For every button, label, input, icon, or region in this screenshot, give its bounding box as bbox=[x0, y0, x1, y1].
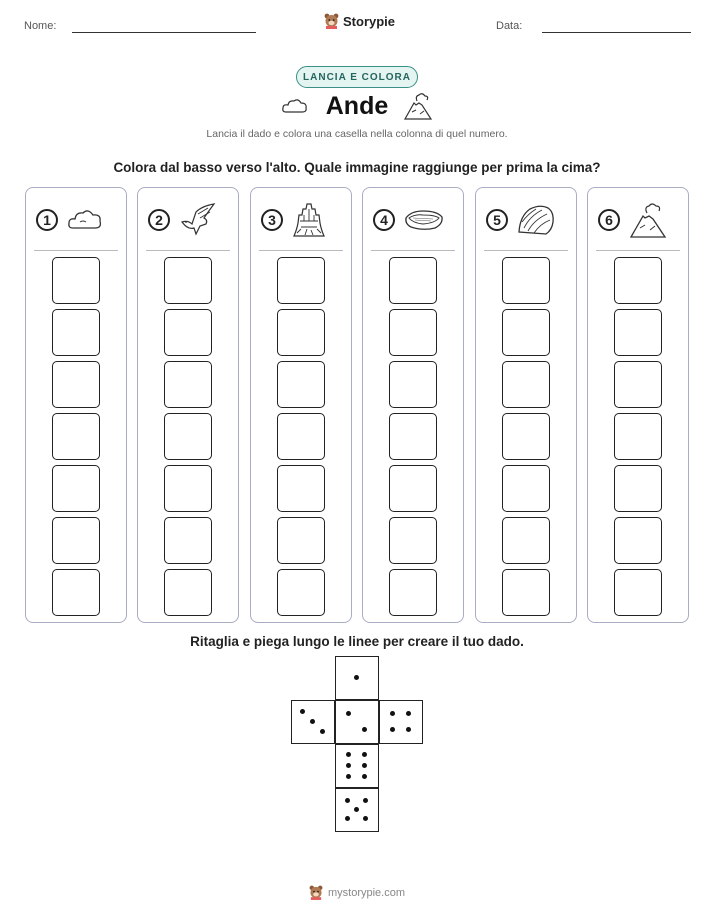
color-box[interactable] bbox=[52, 569, 100, 616]
column-number: 4 bbox=[373, 209, 395, 231]
column-4 bbox=[362, 187, 464, 623]
die-pip bbox=[320, 729, 325, 734]
stone-slab-icon bbox=[403, 206, 445, 234]
die-pip bbox=[345, 816, 350, 821]
column-6 bbox=[587, 187, 689, 623]
color-box[interactable] bbox=[164, 517, 212, 564]
die-pip bbox=[390, 727, 395, 732]
die-pip bbox=[363, 798, 368, 803]
color-box[interactable] bbox=[52, 517, 100, 564]
color-box[interactable] bbox=[389, 517, 437, 564]
volcano-icon bbox=[402, 90, 434, 122]
die-pip bbox=[346, 774, 351, 779]
die-face[interactable] bbox=[335, 656, 379, 700]
die-face[interactable] bbox=[291, 700, 335, 744]
footer bbox=[0, 885, 714, 900]
color-box[interactable] bbox=[389, 309, 437, 356]
die-pip bbox=[346, 711, 351, 716]
race-instruction: Colora dal basso verso l'alto. Quale immagine raggiunge per prima la cima? bbox=[113, 160, 601, 175]
column-2 bbox=[137, 187, 239, 623]
die-pip bbox=[310, 719, 315, 724]
die-pip bbox=[345, 798, 350, 803]
color-box[interactable] bbox=[277, 569, 325, 616]
color-box[interactable] bbox=[614, 257, 662, 304]
color-box[interactable] bbox=[502, 413, 550, 460]
column-number: 1 bbox=[36, 209, 58, 231]
die-pip bbox=[362, 774, 367, 779]
color-box[interactable] bbox=[502, 257, 550, 304]
color-box[interactable] bbox=[614, 361, 662, 408]
color-box[interactable] bbox=[52, 413, 100, 460]
ruins-icon bbox=[291, 201, 327, 239]
page-title: Ande bbox=[325, 92, 389, 120]
die-pip bbox=[362, 763, 367, 768]
subtitle: Lancia il dado e colora una casella nella colonna di quel numero. bbox=[206, 128, 508, 140]
die-pip bbox=[346, 763, 351, 768]
die-pip bbox=[354, 807, 359, 812]
bear-icon bbox=[324, 13, 339, 29]
die-pip bbox=[300, 709, 305, 714]
color-box[interactable] bbox=[277, 361, 325, 408]
color-box[interactable] bbox=[614, 569, 662, 616]
die-pip bbox=[390, 711, 395, 716]
die-pip bbox=[362, 727, 367, 732]
die-pip bbox=[354, 675, 359, 680]
brand-name: Storypie bbox=[343, 13, 396, 29]
die-face[interactable] bbox=[335, 700, 379, 744]
color-box[interactable] bbox=[277, 517, 325, 564]
column-5 bbox=[475, 187, 577, 623]
color-box[interactable] bbox=[52, 465, 100, 512]
condor-icon bbox=[178, 202, 218, 238]
footer-url: mystorypie.com bbox=[327, 886, 406, 899]
die-face[interactable] bbox=[335, 788, 379, 832]
column-number: 6 bbox=[598, 209, 620, 231]
die-face[interactable] bbox=[379, 700, 423, 744]
color-box[interactable] bbox=[614, 517, 662, 564]
color-box[interactable] bbox=[614, 309, 662, 356]
color-box[interactable] bbox=[52, 361, 100, 408]
color-box[interactable] bbox=[277, 309, 325, 356]
cloud-icon bbox=[66, 205, 104, 235]
die-face[interactable] bbox=[335, 744, 379, 788]
color-box[interactable] bbox=[164, 309, 212, 356]
color-box[interactable] bbox=[389, 257, 437, 304]
die-pip bbox=[406, 727, 411, 732]
color-box[interactable] bbox=[277, 413, 325, 460]
brand-logo bbox=[324, 13, 395, 29]
color-box[interactable] bbox=[164, 569, 212, 616]
color-box[interactable] bbox=[389, 569, 437, 616]
color-box[interactable] bbox=[502, 465, 550, 512]
rock-icon bbox=[516, 202, 556, 238]
volcano-icon bbox=[628, 200, 668, 240]
bear-icon bbox=[309, 885, 323, 900]
column-1 bbox=[25, 187, 127, 623]
color-box[interactable] bbox=[389, 465, 437, 512]
color-box[interactable] bbox=[277, 465, 325, 512]
column-number: 5 bbox=[486, 209, 508, 231]
color-box[interactable] bbox=[389, 361, 437, 408]
dice-instruction: Ritaglia e piega lungo le linee per creare il tuo dado. bbox=[190, 634, 524, 649]
color-box[interactable] bbox=[52, 257, 100, 304]
die-pip bbox=[362, 752, 367, 757]
column-number: 3 bbox=[261, 209, 283, 231]
color-box[interactable] bbox=[52, 309, 100, 356]
color-box[interactable] bbox=[164, 413, 212, 460]
color-box[interactable] bbox=[502, 361, 550, 408]
die-pip bbox=[346, 752, 351, 757]
color-box[interactable] bbox=[502, 309, 550, 356]
color-box[interactable] bbox=[277, 257, 325, 304]
color-box[interactable] bbox=[164, 465, 212, 512]
color-box[interactable] bbox=[614, 413, 662, 460]
die-pip bbox=[406, 711, 411, 716]
name-line[interactable] bbox=[72, 32, 256, 33]
date-line[interactable] bbox=[542, 32, 691, 33]
color-box[interactable] bbox=[164, 257, 212, 304]
color-box[interactable] bbox=[614, 465, 662, 512]
activity-badge: LANCIA E COLORA bbox=[296, 66, 418, 88]
color-box[interactable] bbox=[502, 517, 550, 564]
color-box[interactable] bbox=[502, 569, 550, 616]
column-number: 2 bbox=[148, 209, 170, 231]
color-box[interactable] bbox=[389, 413, 437, 460]
date-label: Data: bbox=[496, 20, 523, 32]
die-pip bbox=[363, 816, 368, 821]
color-box[interactable] bbox=[164, 361, 212, 408]
column-3 bbox=[250, 187, 352, 623]
name-label: Nome: bbox=[24, 20, 57, 32]
